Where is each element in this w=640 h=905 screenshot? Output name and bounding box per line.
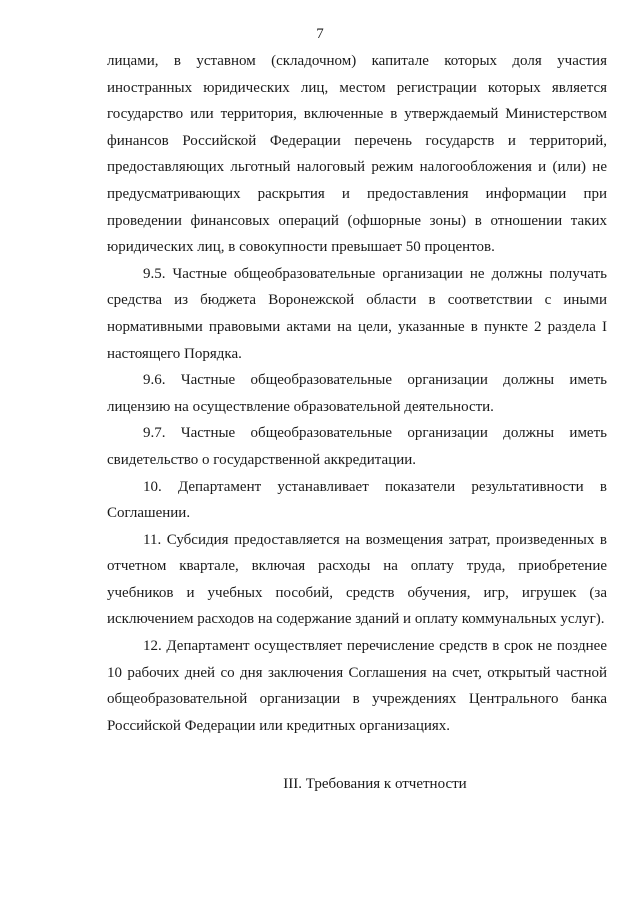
paragraph-9-6: 9.6. Частные общеобразовательные организации должны иметь лицензию на осуществление образовательной деятельности. — [107, 372, 607, 415]
document-body — [107, 48, 607, 739]
paragraph-9-5: 9.5. Частные общеобразовательные организации не должны получать средства из бюджета Воронежской области в соответствии с иными нормативными правовыми актами на цели, указанные в пункте 2 раздела I настоящего Порядка. — [107, 265, 607, 362]
paragraph-11: 11. Субсидия предоставляется на возмещения затрат, произведенных в отчетном квартале, включая расходы на оплату труда, приобретение учебников и учебных пособий, средств обучения, игр, игрушек (за исключением расходов на содержание зданий и оплату коммунальных услуг). — [107, 531, 607, 628]
section-heading: III. Требования к отчетности — [283, 776, 467, 792]
paragraph-12: 12. Департамент осуществляет перечисление средств в срок не позднее 10 рабочих дней со дня заключения Соглашения на счет, открытый частной общеобразовательной организации в учреждениях Центрального банка Российской Федерации или кредитных организациях. — [107, 638, 607, 734]
paragraph-continuation: лицами, в уставном (складочном) капитале которых доля участия иностранных юридических лиц, местом регистрации которых является государство или территория, включенные в утверждаемый Министерством финансов Российской Федерации перечень государств и территорий, предоставляющих льготный налоговый режим налогообложения и (или) не предусматривающих раскрытия и предоставления информации при проведении финансовых операций (офшорные зоны) в отношении таких юридических лиц, в совокупности превышает 50 процентов. — [107, 53, 607, 256]
paragraph-9-7: 9.7. Частные общеобразовательные организации должны иметь свидетельство о государственной аккредитации. — [107, 425, 607, 468]
page-number: 7 — [316, 26, 324, 42]
paragraph-10: 10. Департамент устанавливает показатели результативности в Соглашении. — [107, 478, 607, 522]
